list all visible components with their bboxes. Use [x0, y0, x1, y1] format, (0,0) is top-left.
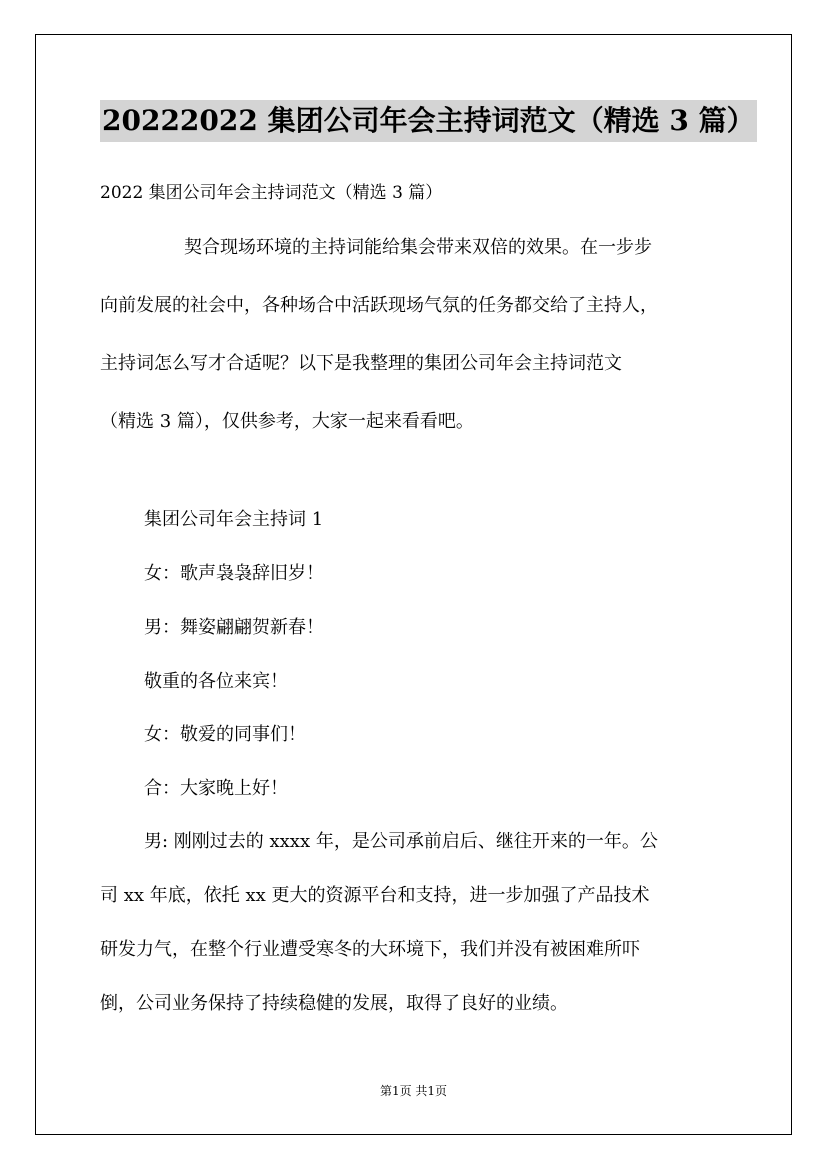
- document-title: 20222022 集团公司年会主持词范文（精选 3 篇）: [100, 100, 757, 142]
- paragraph-line: 男: 刚刚过去的 xxxx 年，是公司承前启后、继往开来的一年。公: [144, 831, 658, 852]
- paragraph-line: 司 xx 年底，依托 xx 更大的资源平台和支持，进一步加强了产品技术: [100, 885, 650, 906]
- script-line: 男：舞姿翩翩贺新春！: [144, 617, 324, 638]
- intro-line: （精选 3 篇），仅供参考，大家一起来看看吧。: [100, 411, 474, 432]
- intro-line: 主持词怎么写才合适呢？以下是我整理的集团公司年会主持词范文: [100, 353, 622, 374]
- script-line: 女：敬爱的同事们！: [144, 724, 306, 745]
- body-paragraph: [100, 829, 728, 1045]
- paragraph-line: 倒，公司业务保持了持续稳健的发展，取得了良好的业绩。: [100, 993, 568, 1014]
- page-footer: 第1页 共1页: [379, 1084, 448, 1098]
- script-line: 敬重的各位来宾！: [144, 671, 288, 692]
- intro-line: 契合现场环境的主持词能给集会带来双倍的效果。在一步步: [184, 237, 652, 258]
- document-subtitle: 2022 集团公司年会主持词范文（精选 3 篇）: [100, 183, 443, 203]
- intro-line: 向前发展的社会中，各种场合中活跃现场气氛的任务都交给了主持人，: [100, 295, 658, 316]
- paragraph-line: 研发力气，在整个行业遭受寒冬的大环境下，我们并没有被困难所吓: [100, 939, 640, 960]
- script-line: 女：歌声袅袅辞旧岁！: [144, 563, 324, 584]
- script-line: 合：大家晚上好！: [144, 778, 288, 799]
- section-heading: 集团公司年会主持词 1: [144, 509, 324, 530]
- intro-paragraph: [100, 233, 728, 465]
